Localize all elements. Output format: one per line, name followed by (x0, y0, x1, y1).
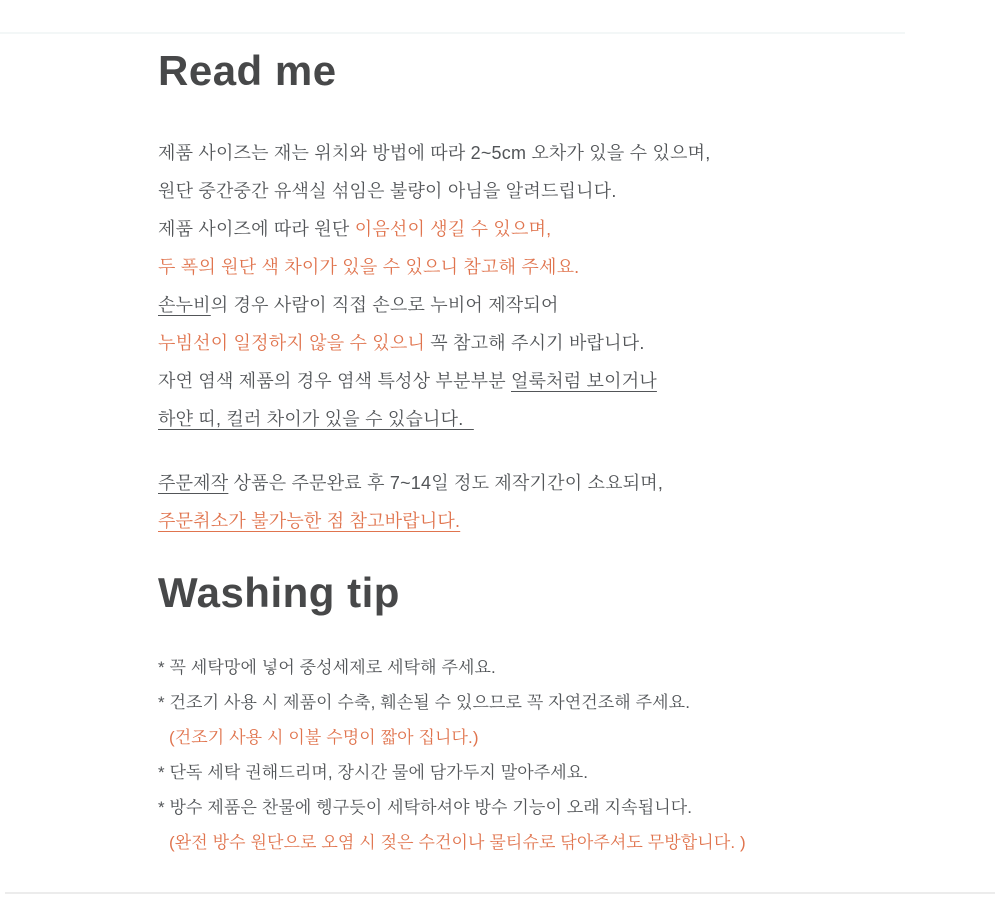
text-line (158, 755, 878, 790)
text-segment: (건조기 사용 시 이불 수명이 짧아 집니다.) (169, 728, 479, 748)
text-segment: 꼭 참고해 주시기 바랍니다. (425, 333, 645, 354)
text-line (158, 172, 878, 210)
text-segment: 상품은 주문완료 후 7~14일 정도 제작기간이 소요되며, (228, 473, 664, 494)
text-line (158, 134, 878, 172)
text-segment: 하얀 띠, 컬러 차이가 있을 수 있습니다. (158, 409, 474, 430)
text-line (158, 324, 878, 362)
text-line (158, 210, 878, 248)
text-line (158, 790, 878, 825)
read-me-heading: Read me (158, 47, 337, 94)
text-segment: 누빔선이 일정하지 않을 수 있으니 (158, 333, 426, 354)
text-line (158, 400, 878, 438)
text-line (158, 248, 878, 286)
text-segment: (완전 방수 원단으로 오염 시 젖은 수건이나 물티슈로 닦아주셔도 무방합니다. ) (169, 833, 746, 853)
text-line (158, 464, 878, 502)
read-me-section (158, 48, 878, 540)
line-spacer (158, 438, 878, 464)
washing-tip-heading: Washing tip (158, 569, 400, 617)
text-segment: 두 폭의 원단 색 차이가 있을 수 있으니 참고해 주세요. (158, 257, 580, 278)
text-segment: 주문취소가 불가능한 점 참고바랍니다. (158, 511, 461, 532)
washing-tip-text-block (158, 650, 878, 860)
bottom-divider (5, 892, 995, 894)
product-notice-content (158, 0, 878, 860)
read-me-text-block (158, 134, 878, 540)
text-segment: * 방수 제품은 찬물에 헹구듯이 세탁하셔야 방수 기능이 오래 지속됩니다. (158, 798, 693, 818)
text-segment: 자연 염색 제품의 경우 염색 특성상 부분부분 (158, 371, 511, 392)
washing-tip-section (158, 570, 878, 860)
text-segment: 주문제작 (158, 473, 229, 494)
text-line (158, 720, 878, 755)
text-line (158, 650, 878, 685)
text-segment: 원단 중간중간 유색실 섞임은 불량이 아님을 알려드립니다. (158, 181, 617, 202)
text-segment: * 단독 세탁 권해드리며, 장시간 물에 담가두지 말아주세요. (158, 763, 589, 783)
text-line (158, 825, 878, 860)
text-line (158, 362, 878, 400)
text-line (158, 502, 878, 540)
text-segment: 제품 사이즈에 따라 원단 (158, 219, 355, 240)
text-segment: 제품 사이즈는 재는 위치와 방법에 따라 2~5cm 오차가 있을 수 있으며, (158, 143, 711, 164)
text-line (158, 685, 878, 720)
text-segment: 의 경우 사람이 직접 손으로 누비어 제작되어 (210, 295, 559, 316)
text-segment: 손누비 (158, 295, 211, 316)
text-segment: 이음선이 생길 수 있으며, (354, 219, 552, 240)
text-segment: 얼룩처럼 보이거나 (511, 371, 657, 392)
text-segment: * 건조기 사용 시 제품이 수축, 훼손될 수 있으므로 꼭 자연건조해 주세요. (158, 693, 691, 713)
text-line (158, 286, 878, 324)
text-segment: * 꼭 세탁망에 넣어 중성세제로 세탁해 주세요. (158, 658, 496, 678)
